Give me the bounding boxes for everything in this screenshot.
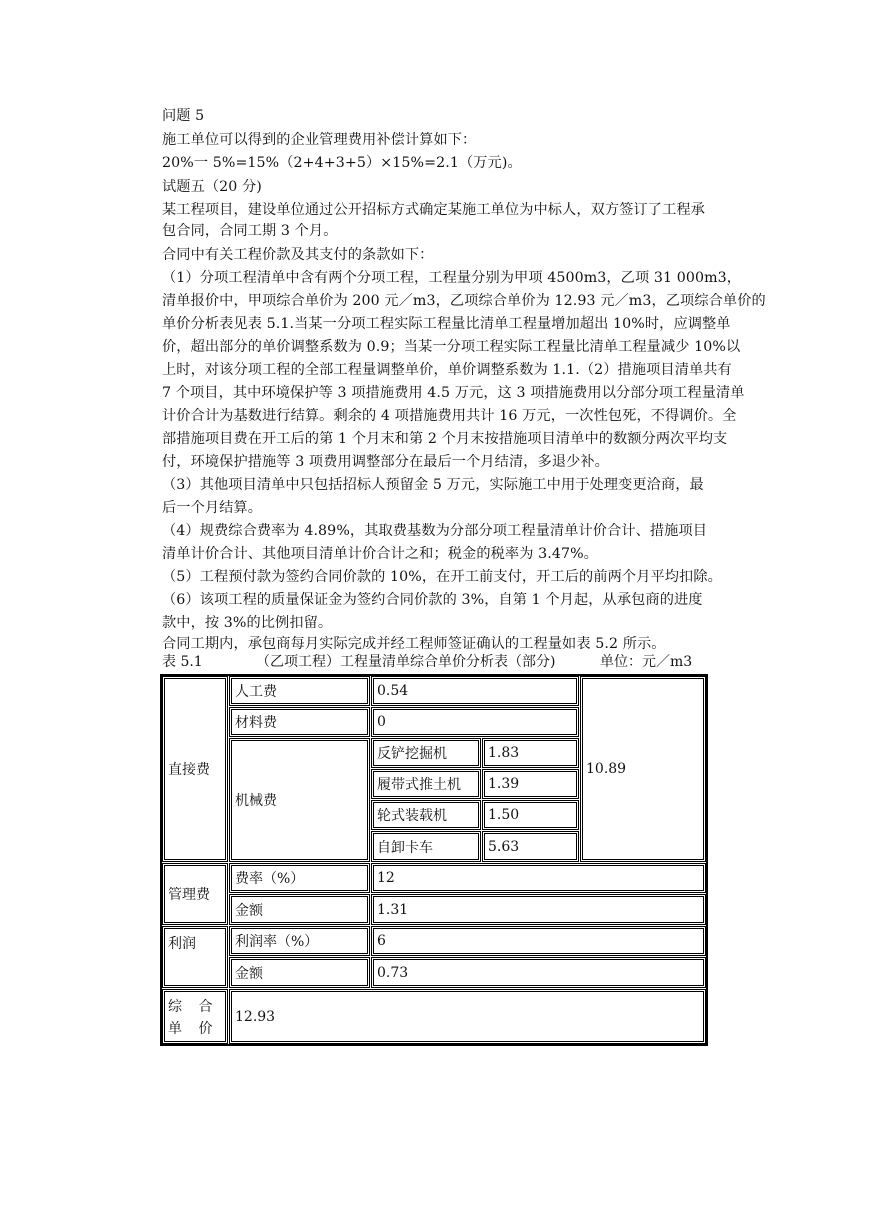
machine-label: 机械费 [235, 793, 277, 809]
labor-label-cell [229, 676, 370, 706]
machine-value-cell [482, 800, 579, 830]
machine-label-cell [229, 738, 370, 862]
paragraph: （1）分项工程清单中含有两个分项工程，工程量分别为甲项 4500m3，乙项 31 000m3， [162, 270, 742, 286]
machine-name-cell [371, 738, 481, 768]
paragraph: 清单计价合计、其他项目清单计价合计之和；税金的税率为 3.47%。 [162, 546, 598, 562]
paragraph: 计价合计为基数进行结算。剩余的 4 项措施费用共计 16 万元，一次性包死，不得调价。全 [162, 408, 737, 424]
paragraph: 试题五（20 分) [162, 179, 262, 195]
labor-value-cell [371, 676, 579, 706]
profit-amount-value: 0.73 [377, 964, 409, 981]
paragraph: 7 个项目，其中环境保护等 3 项措施费用 4.5 万元，这 3 项措施费用以分部分项工程量清单 [162, 385, 745, 401]
paragraph: 后一个月结算。 [162, 500, 263, 516]
management-amount-label-cell [229, 894, 370, 925]
profit-amount-label-cell [229, 957, 370, 988]
direct-cost-total: 10.89 [586, 761, 627, 777]
machine-name: 履带式推土机 [377, 777, 461, 793]
labor-value: 0.54 [377, 683, 409, 699]
management-rate-label-cell [229, 863, 370, 893]
paragraph: 部措施项目费在开工后的第 1 个月末和第 2 个月末按措施项目清单中的数额分两次平均支 [162, 431, 728, 447]
table-unit: 单位：元／m3 [600, 654, 693, 670]
management-label-cell [162, 863, 228, 925]
paragraph: 问题 5 [162, 108, 205, 124]
machine-name: 反铲挖掘机 [377, 746, 447, 762]
profit-rate-label: 利润率（%） [235, 934, 319, 950]
profit-label: 利润 [168, 936, 196, 952]
paragraph: 款中，按 3%的比例扣留。 [162, 615, 333, 631]
paragraph: 某工程项目，建设单位通过公开招标方式确定某施工单位为中标人，双方签订了工程承 [162, 202, 705, 218]
table-title: （乙项工程）工程量清单综合单价分析表（部分) [256, 654, 556, 670]
machine-value-cell [482, 738, 579, 768]
material-value-cell [371, 707, 579, 737]
paragraph: 包合同，合同工期 3 个月。 [162, 223, 338, 239]
paragraph: （6）该项工程的质量保证金为签约合同价款的 3%，自第 1 个月起，从承包商的进度 [162, 592, 703, 608]
paragraph: 单价分析表见表 5.1.当某一分项工程实际工程量比清单工程量增加超出 10%时，应调整单 [162, 316, 731, 332]
management-amount-label: 金额 [235, 902, 263, 919]
machine-value: 1.50 [488, 807, 520, 823]
profit-rate-value: 6 [377, 933, 386, 949]
direct-cost-label-cell [162, 676, 228, 862]
management-rate-value-cell [371, 863, 706, 893]
direct-cost-total-cell [580, 676, 706, 862]
machine-value: 5.63 [488, 838, 520, 855]
management-amount-value: 1.31 [377, 901, 409, 918]
profit-label-cell [162, 926, 228, 988]
unit-price-value: 12.93 [235, 1008, 276, 1025]
paragraph: 20%一 5%=15%（2+4+3+5）×15%=2.1（万元)。 [162, 155, 522, 171]
paragraph: 施工单位可以得到的企业管理费用补偿计算如下： [162, 132, 477, 148]
paragraph: （5）工程预付款为签约合同价款的 10%，在开工前支付，开工后的前两个月平均扣除。 [162, 569, 722, 585]
machine-value: 1.39 [488, 776, 520, 792]
machine-value-cell [482, 769, 579, 799]
unit-price-label-cell [162, 989, 228, 1044]
paragraph: 价，超出部分的单价调整系数为 0.9；当某一分项工程实际工程量比清单工程量减少 10%以 [162, 339, 741, 355]
management-amount-value-cell [371, 894, 706, 925]
machine-name: 轮式装载机 [377, 808, 447, 824]
material-label-cell [229, 707, 370, 737]
machine-name-cell [371, 769, 481, 799]
table-number: 表 5.1 [162, 654, 203, 670]
machine-value-cell [482, 831, 579, 862]
profit-amount-label: 金额 [235, 965, 263, 982]
machine-name-cell [371, 831, 481, 862]
unit-price-label: 综 合 单 价 [168, 999, 219, 1037]
profit-rate-label-cell [229, 926, 370, 956]
paragraph: （3）其他项目清单中只包括招标人预留金 5 万元，实际施工中用于处理变更洽商，最 [162, 477, 704, 493]
machine-name: 自卸卡车 [377, 839, 433, 856]
labor-label: 人工费 [235, 684, 277, 700]
paragraph: 清单报价中，甲项综合单价为 200 元／m3，乙项综合单价为 12.93 元／m3，乙项综合单价的 [162, 293, 766, 309]
paragraph: 合同工期内，承包商每月实际完成并经工程师签证确认的工程量如表 5.2 所示。 [162, 636, 666, 652]
machine-name-cell [371, 800, 481, 830]
direct-cost-label: 直接费 [168, 762, 210, 778]
profit-amount-value-cell [371, 957, 706, 988]
machine-value: 1.83 [488, 745, 520, 761]
management-rate-label: 费率（%） [235, 871, 305, 887]
material-value: 0 [377, 714, 386, 730]
unit-price-value-cell [229, 989, 706, 1044]
paragraph: 上时，对该分项工程的全部工程量调整单价，单价调整系数为 1.1.（2）措施项目清单共有 [162, 362, 732, 378]
paragraph: 合同中有关工程价款及其支付的条款如下： [162, 247, 434, 263]
paragraph: （4）规费综合费率为 4.89%，其取费基数为分部分项工程量清单计价合计、措施项目 [162, 523, 708, 539]
profit-rate-value-cell [371, 926, 706, 956]
material-label: 材料费 [235, 715, 277, 731]
management-label: 管理费 [168, 887, 210, 903]
management-rate-value: 12 [377, 870, 395, 886]
paragraph: 付，环境保护措施等 3 项费用调整部分在最后一个月结清，多退少补。 [162, 454, 609, 470]
